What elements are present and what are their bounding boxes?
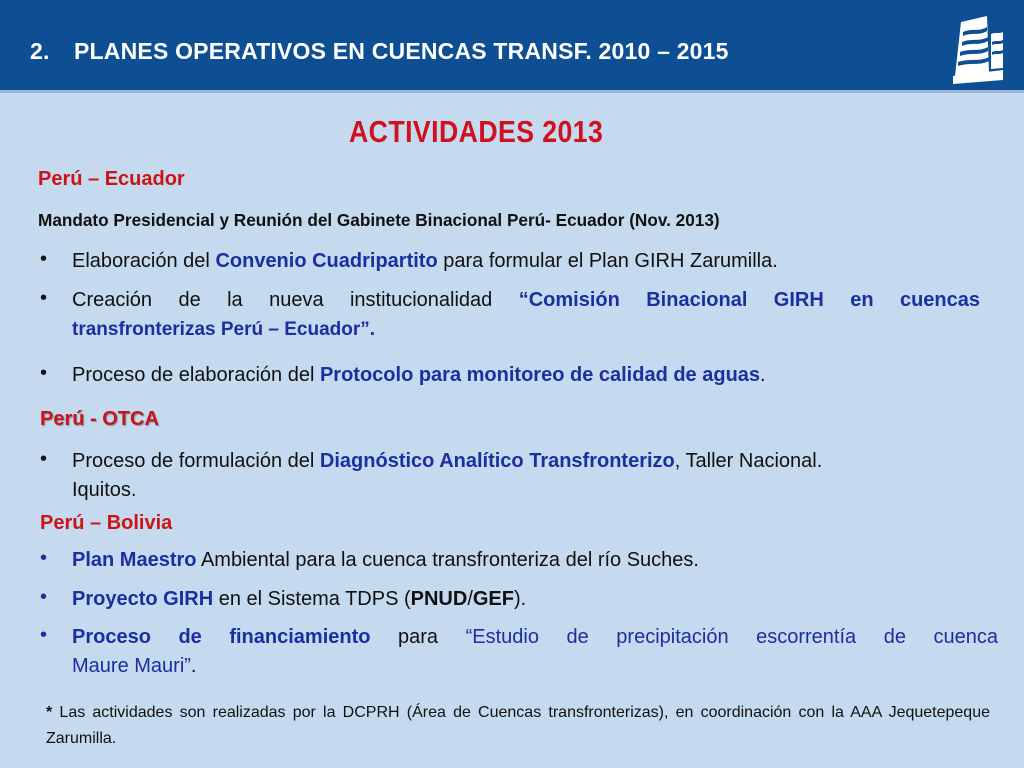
list-item-continuation <box>72 315 375 344</box>
item-highlight: Proceso de financiamiento <box>72 626 371 648</box>
item-highlight: Protocolo para monitoreo de calidad de aguas <box>319 364 761 386</box>
footnote-star: * <box>46 704 53 721</box>
list-item-continuation: Iquitos. <box>72 479 137 501</box>
list-item <box>72 247 778 276</box>
item-quote: “Estudio de precipitación escorrentía de cuenca <box>465 626 998 648</box>
institution-logo-icon <box>951 14 1005 84</box>
item-text-end: , Taller Nacional. <box>674 450 823 472</box>
item-text-end: . <box>190 655 197 677</box>
section-heading-peru-otca: Perú - OTCA <box>40 408 159 430</box>
bullet-marker: • <box>40 448 48 470</box>
header-number: 2. <box>30 38 50 64</box>
item-text: para <box>370 626 466 648</box>
section-subheading: Mandato Presidencial y Reunión del Gabinete Binacional Perú- Ecuador (Nov. 2013) <box>38 210 720 230</box>
item-text: Elaboración del <box>72 250 216 272</box>
section-heading-peru-bolivia: Perú – Bolivia <box>40 512 173 534</box>
item-highlight: “Comisión Binacional GIRH en cuencas <box>518 289 980 311</box>
item-text: en el Sistema TDPS ( <box>213 588 411 610</box>
header-bar <box>0 0 1024 93</box>
list-item-continuation <box>72 652 196 681</box>
bullet-marker: • <box>40 586 48 608</box>
bullet-marker: • <box>40 624 48 646</box>
footnote-text: Las actividades son realizadas por la DCPRH (Área de Cuencas transfronterizas), en coordinación con la AAA Jequetepeque Zarumilla. <box>46 704 990 747</box>
item-highlight: Convenio Cuadripartito <box>215 250 438 272</box>
item-highlight: Plan Maestro <box>72 549 197 571</box>
header-title <box>30 38 729 65</box>
item-bold: GEF <box>472 588 514 610</box>
item-text-end: para formular el Plan GIRH Zarumilla. <box>437 250 778 272</box>
item-text: Creación de la nueva institucionalidad <box>72 289 519 311</box>
item-highlight: transfronterizas Perú – Ecuador”. <box>72 319 376 340</box>
footnote <box>46 700 990 752</box>
item-highlight: Diagnóstico Analítico Transfronterizo <box>319 450 675 472</box>
item-bold: PNUD <box>410 588 468 610</box>
item-text: Ambiental para la cuenca transfronteriza del río Suches. <box>196 549 699 571</box>
header-title-text: PLANES OPERATIVOS EN CUENCAS TRANSF. 2010 – 2015 <box>74 38 729 64</box>
list-item <box>72 361 766 390</box>
list-item <box>72 286 980 315</box>
bullet-marker: • <box>40 547 48 569</box>
section-heading-peru-ecuador: Perú – Ecuador <box>38 168 185 190</box>
item-text: / <box>467 588 473 610</box>
list-item <box>72 585 526 614</box>
item-text: Proceso de formulación del <box>72 450 320 472</box>
list-item <box>72 623 998 652</box>
page-title: ACTIVIDADES 2013 <box>349 114 604 149</box>
item-highlight: Proyecto GIRH <box>72 588 214 610</box>
list-item <box>72 447 822 476</box>
item-quote: Maure Mauri” <box>72 655 191 677</box>
item-text: Proceso de elaboración del <box>72 364 320 386</box>
list-item <box>72 546 699 575</box>
bullet-marker: • <box>40 248 48 270</box>
item-text-end: . <box>760 364 766 386</box>
item-text-end: ). <box>514 588 527 610</box>
bullet-marker: • <box>40 287 48 309</box>
bullet-marker: • <box>40 362 48 384</box>
